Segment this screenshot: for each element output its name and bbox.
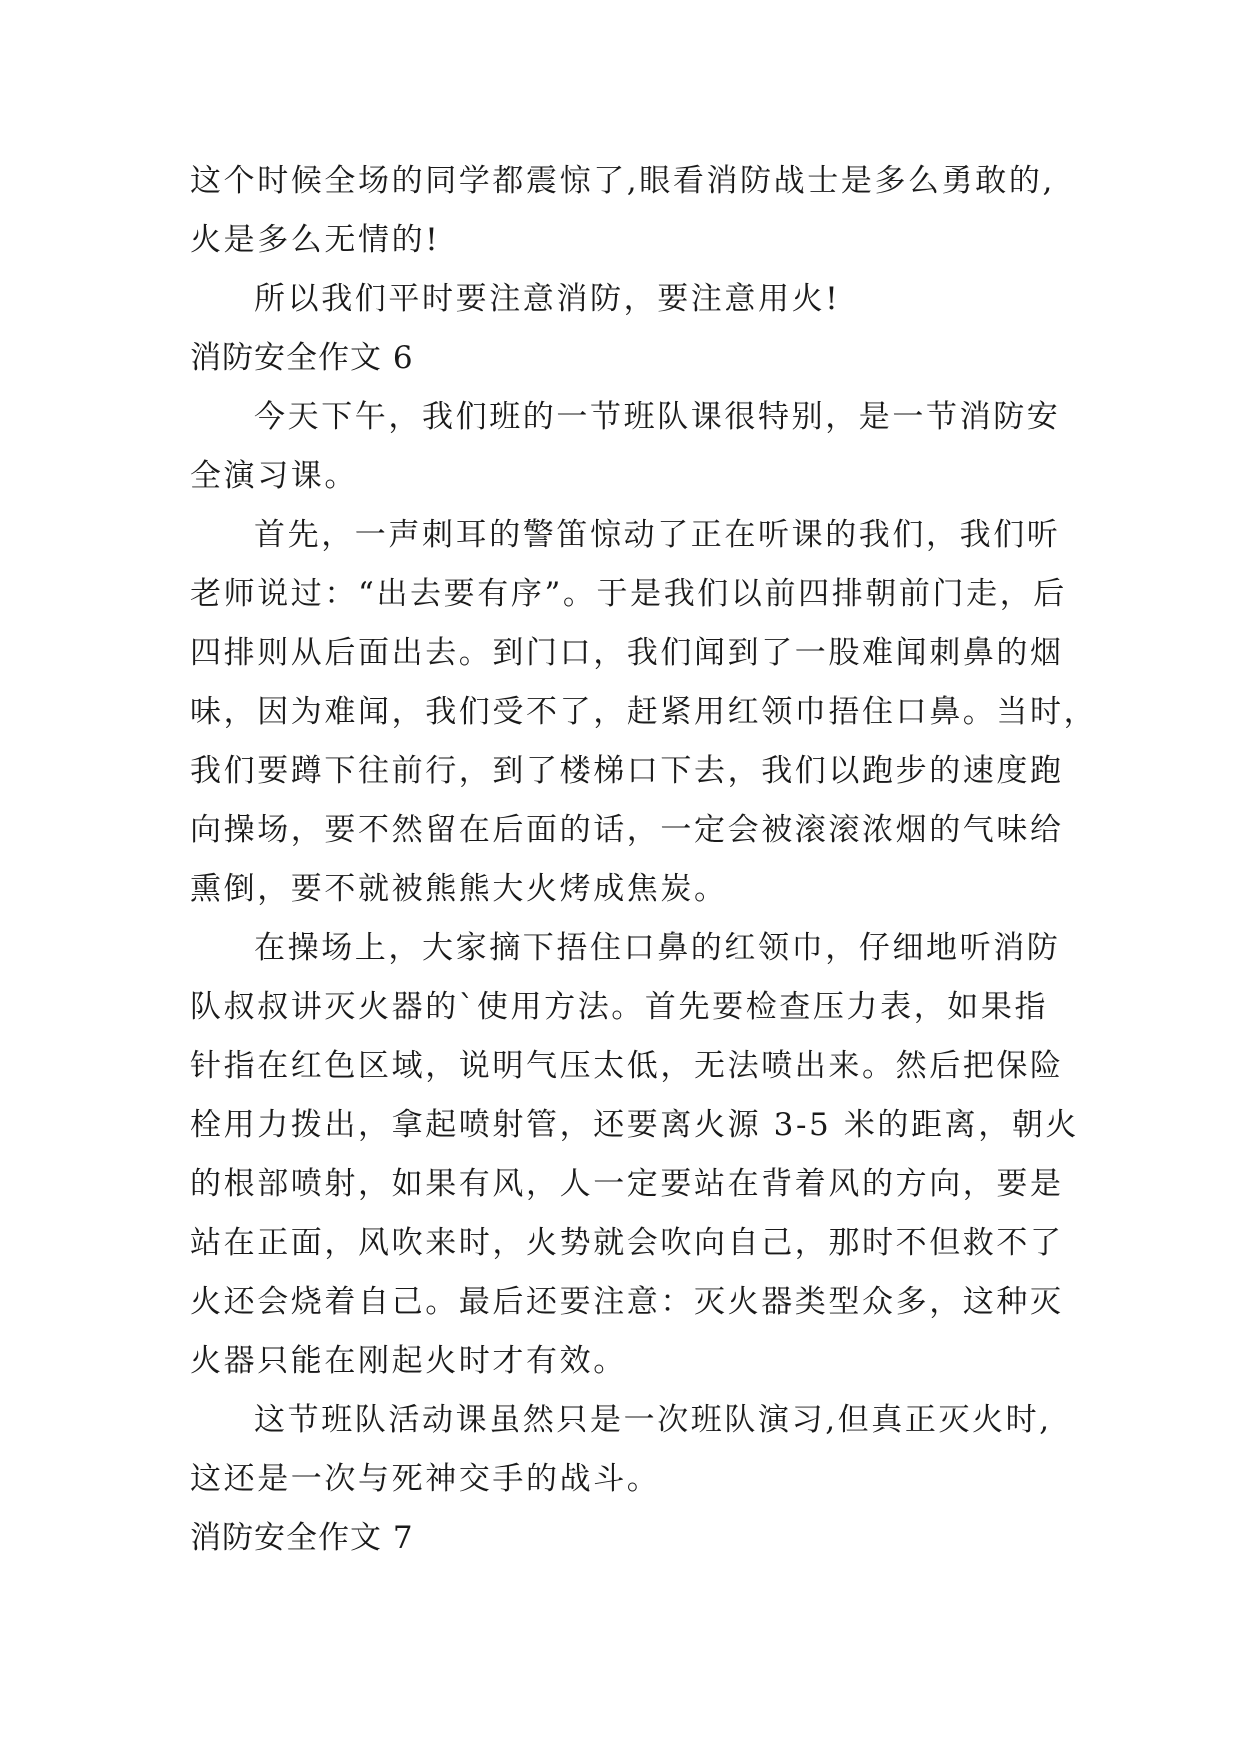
text-line: 向操场，要不然留在后面的话，一定会被滚滚浓烟的气味给 bbox=[190, 812, 1064, 848]
paragraph bbox=[190, 919, 1080, 1391]
text-line: 的根部喷射，如果有风，人一定要站在背着风的方向，要是 bbox=[190, 1166, 1064, 1202]
essay-title: 消防安全作文 7 bbox=[190, 1520, 414, 1556]
text-line: 站在正面，风吹来时，火势就会吹向自己，那时不但救不了 bbox=[190, 1225, 1064, 1261]
text-line: 火是多么无情的! bbox=[190, 222, 441, 258]
paragraph bbox=[190, 1391, 1080, 1509]
paragraph bbox=[190, 506, 1098, 919]
text-line: 栓用力拨出，拿起喷射管，还要离火源 3-5 米的距离，朝火 bbox=[190, 1107, 1080, 1143]
text-line: 四排则从后面出去。到门口，我们闻到了一股难闻刺鼻的烟 bbox=[190, 635, 1064, 671]
text-line: 在操场上，大家摘下捂住口鼻的红领巾，仔细地听消防 bbox=[254, 930, 1061, 966]
text-line: 所以我们平时要注意消防，要注意用火! bbox=[254, 281, 841, 317]
text-line: 针指在红色区域，说明气压太低，无法喷出来。然后把保险 bbox=[190, 1048, 1064, 1084]
document-page bbox=[190, 152, 1098, 1568]
section-heading bbox=[190, 1509, 1080, 1568]
text-line: 熏倒，要不就被熊熊大火烤成焦炭。 bbox=[190, 871, 728, 907]
text-line: 火还会烧着自己。最后还要注意：灭火器类型众多，这种灭 bbox=[190, 1284, 1064, 1320]
section-heading bbox=[190, 329, 1080, 388]
paragraph-continuation bbox=[190, 152, 1080, 270]
text-line: 今天下午，我们班的一节班队课很特别，是一节消防安 bbox=[254, 399, 1061, 435]
essay-title: 消防安全作文 6 bbox=[190, 340, 414, 376]
text-line: 火器只能在刚起火时才有效。 bbox=[190, 1343, 627, 1379]
text-line: 我们要蹲下往前行，到了楼梯口下去，我们以跑步的速度跑 bbox=[190, 753, 1064, 789]
text-line: 队叔叔讲灭火器的`使用方法。首先要检查压力表，如果指 bbox=[190, 989, 1049, 1025]
text-line: 首先，一声刺耳的警笛惊动了正在听课的我们，我们听 bbox=[254, 517, 1061, 553]
text-line: 这节班队活动课虽然只是一次班队演习,但真正灭火时, bbox=[254, 1402, 1052, 1438]
text-line: 味，因为难闻，我们受不了，赶紧用红领巾捂住口鼻。当时， bbox=[190, 694, 1098, 730]
paragraph bbox=[190, 388, 1080, 506]
paragraph bbox=[190, 270, 1080, 329]
text-line: 这还是一次与死神交手的战斗。 bbox=[190, 1461, 661, 1497]
text-line: 这个时候全场的同学都震惊了,眼看消防战士是多么勇敢的, bbox=[190, 163, 1055, 199]
text-line: 全演习课。 bbox=[190, 458, 358, 494]
text-line: 老师说过：“出去要有序”。于是我们以前四排朝前门走，后 bbox=[190, 576, 1067, 612]
